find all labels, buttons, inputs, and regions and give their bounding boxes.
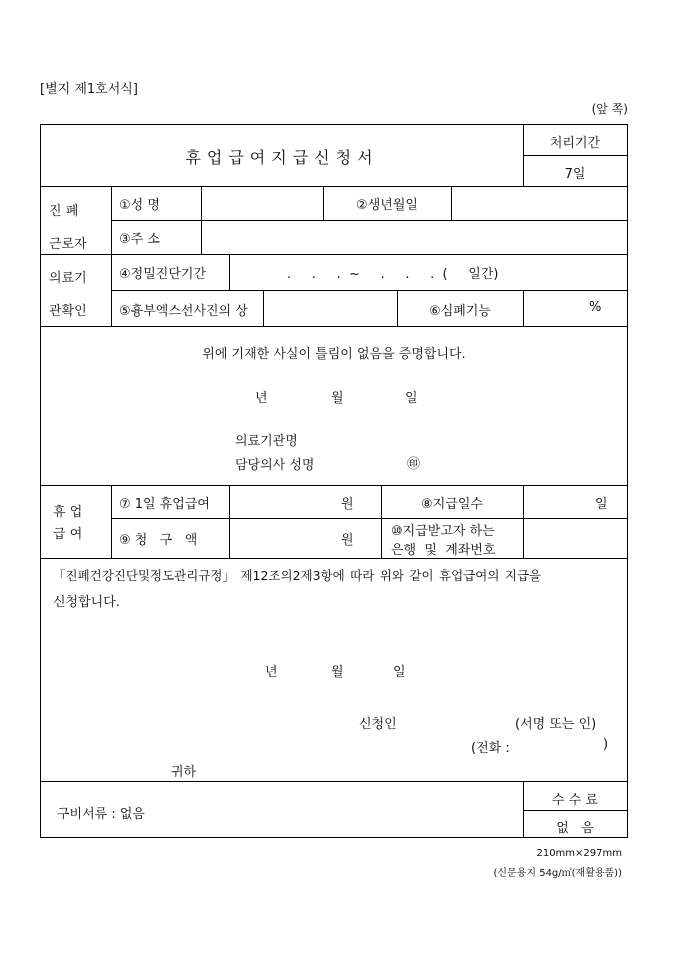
cert-day: 일 [405,391,418,406]
name-field[interactable] [201,188,323,218]
bank-account-label-1: ⑩지급받고자 하는 [391,524,495,539]
app-day: 일 [393,665,406,680]
app-year: 년 [265,665,278,680]
name-label: ①성 명 [119,198,160,213]
claim-amount-label: ⑨ 청 구 액 [119,533,198,548]
daily-benefit-label: ⑦ 1일 휴업급여 [119,497,210,512]
worker-section-label-1: 진 폐 [49,204,79,219]
application-statement-2: 신청합니다. [53,595,120,610]
app-month: 월 [331,665,344,680]
fee-label: 수 수 료 [552,793,598,808]
address-label: ③주 소 [119,232,160,247]
birth-field[interactable] [451,188,627,218]
bank-account-label-2: 은행 및 계좌번호 [391,543,496,558]
diagnosis-period-label: ④정밀진단기간 [119,267,207,282]
form-number: [별지 제1호서식] [40,82,138,97]
phone-label[interactable]: (전화 : [471,741,510,756]
certification-statement: 위에 기재한 사실이 틀림이 없음을 증명합니다. [202,347,466,362]
address-field[interactable] [201,222,627,252]
institution-name-label: 의료기관명 [235,434,298,449]
phone-close: ) [603,737,609,752]
chest-xray-label: ⑤흉부엑스선사진의 상 [119,304,248,319]
application-statement-1: 「진폐건강진단및정도관리규정」 제12조의2제3항에 따라 위와 같이 휴업급여의 지급을 [53,568,542,583]
form-title: 휴업급여지급신청서 [185,148,379,167]
required-documents: 구비서류 : 없음 [57,807,145,822]
cert-year: 년 [255,391,268,406]
recipient-label: 귀하 [171,765,197,780]
signature-label[interactable]: (서명 또는 인) [515,717,597,732]
bank-account-field[interactable] [523,520,627,556]
cert-month: 월 [331,391,344,406]
paper-size: 210mm×297mm [536,848,622,859]
fee-value: 없 음 [556,821,594,836]
page-side-label: (앞 쪽) [591,102,628,116]
benefit-section-label-1: 휴 업 [53,505,83,520]
benefit-section-label-2: 급 여 [53,527,83,542]
seal-mark: ㊞ [407,457,421,472]
worker-section-label-2: 근로자 [49,237,87,252]
medical-section-label-2: 관확인 [49,304,87,319]
chest-xray-field[interactable] [263,292,397,324]
processing-period-label: 처리기간 [549,136,601,151]
daily-benefit-won[interactable]: 원 [341,497,354,512]
payment-days-label: ⑧지급일수 [421,497,483,512]
paper-type: (신문용지 54g/㎡(재활용품)) [493,868,622,879]
medical-section-label-1: 의료기 [49,271,87,286]
application-form [40,124,628,838]
processing-period-value: 7일 [564,167,586,182]
doctor-name-label: 담당의사 성명 [235,458,315,473]
diagnosis-period-field[interactable]: . . . ~ . . . ( 일간) [287,267,499,282]
lung-function-label: ⑥심폐기능 [429,304,491,319]
payment-days-unit[interactable]: 일 [595,497,608,512]
applicant-label: 신청인 [359,717,397,732]
claim-amount-won[interactable]: 원 [341,533,354,548]
lung-function-unit[interactable]: % [589,300,602,315]
birth-label: ②생년월일 [356,198,418,213]
